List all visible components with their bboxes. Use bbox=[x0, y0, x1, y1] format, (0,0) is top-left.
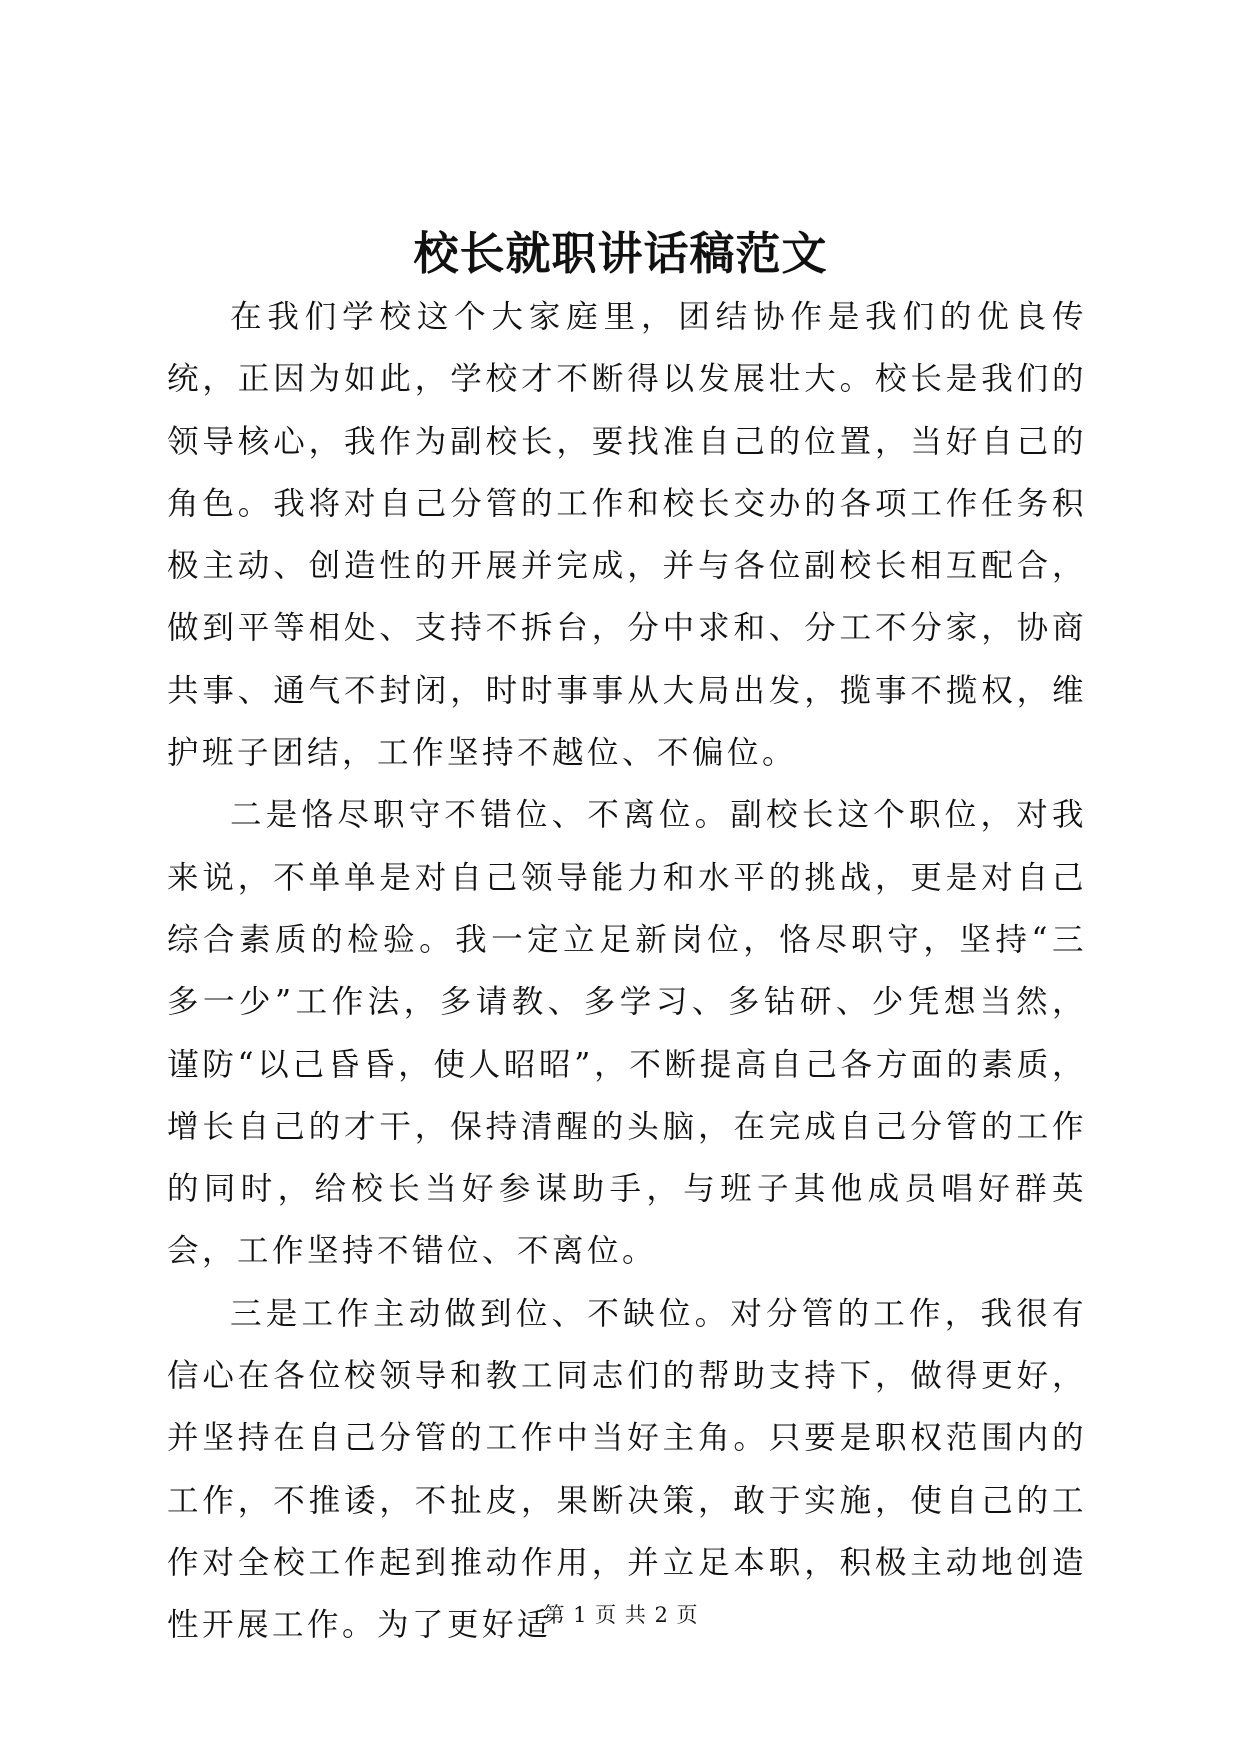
paragraph-1: 在我们学校这个大家庭里，团结协作是我们的优良传统，正因为如此，学校才不断得以发展壮大。校长是我们的领导核心，我作为副校长，要找准自己的位置，当好自己的角色。我将对自己分管的工作和校长交办的各项工作任务积极主动、创造性的开展并完成，并与各位副校长相互配合，做到平等相处、支持不拆台，分中求和、分工不分家，协商共事、通气不封闭，时时事事从大局出发，揽事不揽权，维护班子团结，工作坚持不越位、不偏位。 bbox=[167, 299, 1087, 772]
document-body bbox=[167, 286, 1087, 1657]
paragraph-3: 三是工作主动做到位、不缺位。对分管的工作，我很有信心在各位校领导和教工同志们的帮助支持下，做得更好，并坚持在自己分管的工作中当好主角。只要是职权范围内的工作，不推诿，不扯皮，果断决策，敢于实施，使自己的工作对全校工作起到推动作用，并立足本职，积极主动地创造性开展工作。为了更好适 bbox=[167, 1295, 1087, 1644]
paragraph-2: 二是恪尽职守不错位、不离位。副校长这个职位，对我来说，不单单是对自己领导能力和水平的挑战，更是对自己综合素质的检验。我一定立足新岗位，恪尽职守，坚持“三多一少”工作法，多请教、多学习、多钻研、少凭想当然，谨防“以己昏昏，使人昭昭”，不断提高自己各方面的素质，增长自己的才干，保持清醒的头脑，在完成自己分管的工作的同时，给校长当好参谋助手，与班子其他成员唱好群英会，工作坚持不错位、不离位。 bbox=[167, 797, 1087, 1270]
document-title: 校长就职讲话稿范文 bbox=[413, 227, 828, 280]
page-footer: 第 1 页 共 2 页 bbox=[543, 1603, 698, 1627]
